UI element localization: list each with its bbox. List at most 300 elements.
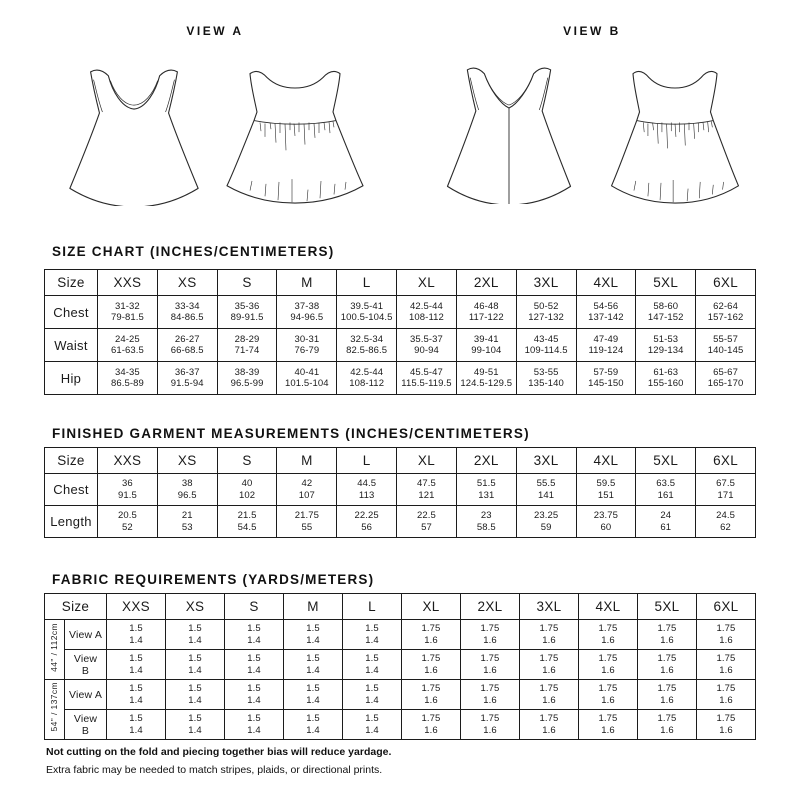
- size-header: L: [337, 270, 397, 296]
- cell-value: 100.5-104.5: [340, 312, 393, 323]
- cell-value: 47.5: [417, 478, 436, 489]
- cell-value: 1.5: [247, 713, 261, 724]
- cell-value: 1.4: [306, 724, 320, 736]
- measurement-cell: [225, 620, 284, 650]
- measurement-cell: [337, 474, 397, 506]
- cell-value: 1.4: [365, 694, 379, 706]
- measurement-cell: [217, 362, 277, 395]
- cell-value: 51.5: [476, 478, 496, 489]
- cell-value: 54.5: [237, 521, 257, 533]
- size-header: 4XL: [576, 270, 636, 296]
- measurement-cell: [696, 506, 756, 538]
- measurement-cell: [402, 680, 461, 710]
- measurement-cell: [456, 296, 516, 329]
- measurement-cell: [217, 329, 277, 362]
- cell-value: 66-68.5: [170, 345, 204, 356]
- cell-value: 1.75: [539, 713, 559, 724]
- cell-value: 1.5: [188, 623, 202, 634]
- cell-value: 42.5-44: [350, 366, 384, 378]
- cell-value: 23: [480, 510, 492, 521]
- measurement-cell: [343, 680, 402, 710]
- cell-value: 151: [597, 489, 614, 501]
- measurement-cell: [576, 296, 636, 329]
- size-header: XXS: [107, 594, 166, 620]
- cell-value: 1.4: [247, 694, 261, 706]
- cell-value: 61: [660, 521, 672, 533]
- cell-value: 55-57: [713, 333, 738, 345]
- table-row: [45, 296, 756, 329]
- measurement-cell: [284, 650, 343, 680]
- cell-value: 96.5: [177, 489, 197, 501]
- cell-value: 1.5: [306, 713, 320, 724]
- cell-value: 39.5-41: [350, 300, 384, 312]
- cell-value: 1.75: [421, 623, 441, 634]
- cell-value: 60: [600, 521, 612, 533]
- measurement-cell: [638, 650, 697, 680]
- cell-value: 127-132: [528, 312, 564, 323]
- cell-value: 37-38: [294, 300, 320, 312]
- cell-value: 108-112: [349, 378, 385, 389]
- cell-value: 1.6: [483, 724, 497, 736]
- footnotes: [46, 743, 391, 779]
- view-row-label: View A: [65, 680, 107, 710]
- cell-value: 1.4: [365, 724, 379, 736]
- table-row: [45, 650, 756, 680]
- size-header: XXS: [98, 270, 158, 296]
- measurement-cell: [576, 506, 636, 538]
- measurement-cell: [397, 506, 457, 538]
- size-chart-heading: SIZE CHART (INCHES/CENTIMETERS): [52, 244, 335, 259]
- cell-value: 53-55: [533, 366, 559, 378]
- cell-value: 101.5-104: [285, 378, 329, 389]
- cell-value: 63.5: [656, 478, 676, 489]
- size-header: 2XL: [456, 448, 516, 474]
- cell-value: 23.25: [533, 510, 559, 521]
- cell-value: 1.6: [660, 664, 674, 676]
- table-row: [45, 680, 756, 710]
- size-header: 5XL: [638, 594, 697, 620]
- size-column-header: Size: [45, 270, 98, 296]
- cell-value: 1.4: [247, 634, 261, 646]
- view-b-back-illustration: [605, 65, 745, 204]
- cell-value: 131: [478, 489, 495, 501]
- cell-value: 1.5: [365, 653, 379, 664]
- cell-value: 54-56: [593, 300, 619, 312]
- cell-value: 1.75: [598, 683, 618, 694]
- cell-value: 22.5: [417, 510, 436, 521]
- size-header: 3XL: [516, 270, 576, 296]
- cell-value: 129-134: [647, 345, 684, 356]
- measurement-cell: [638, 710, 697, 740]
- measurement-cell: [217, 474, 277, 506]
- cell-value: 24: [660, 510, 672, 521]
- cell-value: 1.4: [129, 664, 143, 676]
- cell-value: 1.75: [716, 683, 736, 694]
- measurement-cell: [579, 620, 638, 650]
- size-header: XXS: [98, 448, 158, 474]
- measurement-cell: [520, 650, 579, 680]
- measurement-cell: [516, 506, 576, 538]
- cell-value: 1.6: [424, 664, 438, 676]
- cell-value: 79-81.5: [110, 312, 144, 323]
- cell-value: 1.75: [657, 683, 677, 694]
- measurement-cell: [456, 474, 516, 506]
- cell-value: 1.75: [716, 623, 736, 634]
- measurement-cell: [697, 710, 756, 740]
- size-header: S: [225, 594, 284, 620]
- cell-value: 43-45: [533, 333, 559, 345]
- fabric-requirements-heading: FABRIC REQUIREMENTS (YARDS/METERS): [52, 572, 375, 587]
- cell-value: 1.6: [483, 664, 497, 676]
- cell-value: 1.75: [657, 713, 677, 724]
- cell-value: 1.6: [424, 724, 438, 736]
- cell-value: 155-160: [647, 378, 684, 389]
- cell-value: 1.5: [306, 653, 320, 664]
- cell-value: 1.75: [421, 713, 441, 724]
- cell-value: 121: [418, 489, 435, 501]
- cell-value: 1.6: [483, 694, 497, 706]
- measurement-cell: [284, 710, 343, 740]
- size-header: L: [337, 448, 397, 474]
- cell-value: 71-74: [234, 345, 260, 356]
- measurement-cell: [98, 506, 158, 538]
- finished-garment-table: [44, 447, 756, 538]
- measurement-cell: [337, 296, 397, 329]
- cell-value: 1.4: [188, 664, 202, 676]
- measurement-cell: [636, 329, 696, 362]
- measurement-cell: [636, 474, 696, 506]
- size-header: XS: [157, 270, 217, 296]
- size-column-header: Size: [45, 594, 107, 620]
- cell-value: 28-29: [234, 333, 260, 345]
- measurement-cell: [638, 620, 697, 650]
- measurement-cell: [576, 362, 636, 395]
- size-header: 2XL: [461, 594, 520, 620]
- size-header: 4XL: [576, 448, 636, 474]
- cell-value: 22.25: [354, 510, 379, 521]
- cell-value: 21.5: [237, 510, 257, 521]
- table-row: [45, 506, 756, 538]
- size-header: 6XL: [696, 448, 756, 474]
- size-header: 4XL: [579, 594, 638, 620]
- measurement-cell: [157, 506, 217, 538]
- cell-value: 113: [358, 489, 375, 501]
- measurement-cell: [343, 620, 402, 650]
- cell-value: 1.5: [129, 713, 143, 724]
- cell-value: 1.4: [365, 664, 379, 676]
- cell-value: 57-59: [593, 366, 619, 378]
- measurement-cell: [402, 620, 461, 650]
- size-chart-table: [44, 269, 756, 395]
- measurement-cell: [579, 650, 638, 680]
- view-a-front-illustration: [60, 64, 208, 206]
- cell-value: 1.6: [719, 664, 733, 676]
- size-header: 3XL: [520, 594, 579, 620]
- cell-value: 38-39: [234, 366, 260, 378]
- cell-value: 165-170: [707, 378, 744, 389]
- cell-value: 1.75: [480, 653, 500, 664]
- cell-value: 1.5: [188, 713, 202, 724]
- measurement-cell: [277, 329, 337, 362]
- cell-value: 1.6: [601, 724, 615, 736]
- cell-value: 59.5: [596, 478, 616, 489]
- cell-value: 45.5-47: [410, 366, 443, 378]
- cell-value: 115.5-119.5: [401, 378, 452, 389]
- measurement-cell: [520, 620, 579, 650]
- fabric-width-label: [45, 620, 65, 680]
- cell-value: 1.5: [365, 623, 379, 634]
- cell-value: 33-34: [174, 300, 200, 312]
- cell-value: 1.6: [601, 634, 615, 646]
- row-label: Hip: [45, 362, 98, 395]
- cell-value: 61-63: [653, 366, 679, 378]
- measurement-cell: [397, 362, 457, 395]
- cell-value: 109-114.5: [524, 345, 568, 356]
- cell-value: 1.5: [129, 683, 143, 694]
- measurement-cell: [461, 710, 520, 740]
- cell-value: 34-35: [115, 366, 140, 378]
- cell-value: 1.4: [306, 694, 320, 706]
- cell-value: 1.4: [129, 724, 143, 736]
- size-header: XS: [157, 448, 217, 474]
- cell-value: 62-64: [713, 300, 738, 312]
- cell-value: 1.6: [660, 694, 674, 706]
- cell-value: 44.5: [357, 478, 377, 489]
- size-header: 6XL: [696, 270, 756, 296]
- cell-value: 1.4: [365, 634, 379, 646]
- cell-value: 38: [181, 478, 193, 489]
- measurement-cell: [107, 680, 166, 710]
- table-row: [45, 620, 756, 650]
- measurement-cell: [456, 506, 516, 538]
- measurement-cell: [157, 362, 217, 395]
- cell-value: 1.4: [188, 724, 202, 736]
- cell-value: 58-60: [653, 300, 679, 312]
- cell-value: 76-79: [294, 345, 320, 356]
- view-b-front-illustration: [438, 62, 580, 204]
- cell-value: 23.75: [593, 510, 619, 521]
- cell-value: 1.6: [542, 634, 556, 646]
- cell-value: 1.75: [421, 653, 441, 664]
- cell-value: 56: [361, 521, 373, 533]
- measurement-cell: [337, 506, 397, 538]
- measurement-cell: [157, 296, 217, 329]
- cell-value: 82.5-86.5: [346, 345, 388, 356]
- cell-value: 145-150: [588, 378, 624, 389]
- cell-value: 55.5: [536, 478, 556, 489]
- cell-value: 1.5: [365, 683, 379, 694]
- measurement-cell: [697, 650, 756, 680]
- cell-value: 161: [657, 489, 674, 501]
- size-header: S: [217, 448, 277, 474]
- cell-value: 1.4: [188, 694, 202, 706]
- size-header: XL: [397, 448, 457, 474]
- view-a-title: VIEW A: [186, 24, 244, 38]
- measurement-cell: [107, 650, 166, 680]
- cell-value: 171: [717, 489, 734, 501]
- size-header: XL: [397, 270, 457, 296]
- cell-value: 107: [298, 489, 315, 501]
- size-header: 6XL: [697, 594, 756, 620]
- view-b-title: VIEW B: [563, 24, 621, 38]
- table-row: [45, 329, 756, 362]
- cell-value: 91.5: [117, 489, 137, 501]
- cell-value: 1.75: [421, 683, 441, 694]
- size-header: 2XL: [456, 270, 516, 296]
- table-row: [45, 710, 756, 740]
- measurement-cell: [516, 329, 576, 362]
- cell-value: 1.6: [719, 724, 733, 736]
- cell-value: 1.4: [188, 634, 202, 646]
- cell-value: 67.5: [716, 478, 735, 489]
- measurement-cell: [166, 650, 225, 680]
- size-header: L: [343, 594, 402, 620]
- measurement-cell: [166, 710, 225, 740]
- cell-value: 21.75: [294, 510, 319, 521]
- cell-value: 1.5: [247, 653, 261, 664]
- cell-value: 84-86.5: [170, 312, 204, 323]
- cell-value: 1.6: [542, 664, 556, 676]
- cell-value: 36-37: [174, 366, 200, 378]
- measurement-cell: [98, 474, 158, 506]
- cell-value: 1.4: [247, 724, 261, 736]
- measurement-cell: [157, 474, 217, 506]
- cell-value: 1.75: [539, 653, 559, 664]
- fabric-width-text: 54" / 137cm: [49, 682, 60, 732]
- cell-value: 49-51: [473, 366, 499, 378]
- measurement-cell: [98, 296, 158, 329]
- cell-value: 102: [238, 489, 256, 501]
- size-header: M: [277, 270, 337, 296]
- cell-value: 1.5: [365, 713, 379, 724]
- cell-value: 96.5-99: [230, 378, 264, 389]
- cell-value: 86.5-89: [110, 378, 144, 389]
- header-row: [45, 448, 756, 474]
- cell-value: 1.6: [542, 694, 556, 706]
- measurement-cell: [277, 506, 337, 538]
- size-header: 5XL: [636, 448, 696, 474]
- yardage-note-bold: Not cutting on the fold and piecing together bias will reduce yardage.: [46, 746, 392, 758]
- measurement-cell: [579, 680, 638, 710]
- cell-value: 36: [122, 478, 133, 489]
- cell-value: 89-91.5: [230, 312, 264, 323]
- cell-value: 1.5: [306, 623, 320, 634]
- row-label: Chest: [45, 474, 98, 506]
- cell-value: 40-41: [294, 366, 320, 378]
- table-row: [45, 362, 756, 395]
- measurement-cell: [225, 650, 284, 680]
- cell-value: 59: [540, 521, 552, 533]
- size-header: M: [284, 594, 343, 620]
- measurement-cell: [456, 329, 516, 362]
- cell-value: 1.75: [716, 713, 736, 724]
- cell-value: 1.75: [480, 683, 500, 694]
- measurement-cell: [343, 710, 402, 740]
- cell-value: 1.4: [306, 634, 320, 646]
- cell-value: 1.4: [129, 694, 143, 706]
- cell-value: 1.75: [716, 653, 736, 664]
- cell-value: 1.5: [129, 653, 143, 664]
- cell-value: 1.5: [188, 683, 202, 694]
- measurement-cell: [402, 710, 461, 740]
- cell-value: 1.6: [719, 634, 733, 646]
- measurement-cell: [397, 329, 457, 362]
- cell-value: 32.5-34: [350, 333, 384, 345]
- cell-value: 99-104: [471, 345, 502, 356]
- cell-value: 1.75: [480, 713, 500, 724]
- cell-value: 61-63.5: [110, 345, 144, 356]
- measurement-cell: [166, 680, 225, 710]
- view-a-back-illustration: [220, 65, 370, 204]
- view-row-label: View B: [65, 710, 107, 740]
- cell-value: 39-41: [473, 333, 499, 345]
- cell-value: 35-36: [234, 300, 260, 312]
- cell-value: 1.6: [660, 634, 674, 646]
- measurement-cell: [157, 329, 217, 362]
- measurement-cell: [107, 710, 166, 740]
- cell-value: 1.5: [188, 653, 202, 664]
- cell-value: 42: [301, 478, 313, 489]
- cell-value: 1.75: [598, 713, 618, 724]
- cell-value: 119-124: [588, 345, 624, 356]
- cell-value: 137-142: [588, 312, 624, 323]
- measurement-cell: [697, 620, 756, 650]
- cell-value: 65-67: [713, 366, 738, 378]
- measurement-cell: [217, 506, 277, 538]
- measurement-cell: [98, 329, 158, 362]
- cell-value: 24.5: [716, 510, 735, 521]
- measurement-cell: [461, 620, 520, 650]
- cell-value: 35.5-37: [410, 333, 443, 345]
- cell-value: 51-53: [653, 333, 679, 345]
- header-row: [45, 594, 756, 620]
- header-row: [45, 270, 756, 296]
- cell-value: 1.4: [247, 664, 261, 676]
- table-row: [45, 474, 756, 506]
- cell-value: 1.5: [306, 683, 320, 694]
- measurement-cell: [696, 474, 756, 506]
- row-label: Length: [45, 506, 98, 538]
- cell-value: 50-52: [533, 300, 559, 312]
- cell-value: 47-49: [593, 333, 619, 345]
- measurement-cell: [638, 680, 697, 710]
- cell-value: 1.5: [247, 623, 261, 634]
- size-header: XS: [166, 594, 225, 620]
- cell-value: 52: [122, 521, 133, 533]
- cell-value: 91.5-94: [170, 378, 204, 389]
- cell-value: 42.5-44: [410, 300, 443, 312]
- measurement-cell: [284, 680, 343, 710]
- cell-value: 1.75: [657, 653, 677, 664]
- cell-value: 94-96.5: [290, 312, 324, 323]
- measurement-cell: [461, 680, 520, 710]
- cell-value: 117-122: [468, 312, 504, 323]
- fabric-width-label: [45, 680, 65, 740]
- measurement-cell: [579, 710, 638, 740]
- cell-value: 1.6: [601, 694, 615, 706]
- cell-value: 1.4: [306, 664, 320, 676]
- measurement-cell: [277, 474, 337, 506]
- size-header: XL: [402, 594, 461, 620]
- cell-value: 1.75: [539, 683, 559, 694]
- fabric-width-text: 44" / 112cm: [49, 622, 60, 672]
- cell-value: 90-94: [414, 345, 439, 356]
- measurement-cell: [520, 710, 579, 740]
- extra-fabric-note: Extra fabric may be needed to match stripes, plaids, or directional prints.: [46, 764, 383, 776]
- cell-value: 20.5: [117, 510, 137, 521]
- measurement-cell: [636, 296, 696, 329]
- measurement-cell: [576, 329, 636, 362]
